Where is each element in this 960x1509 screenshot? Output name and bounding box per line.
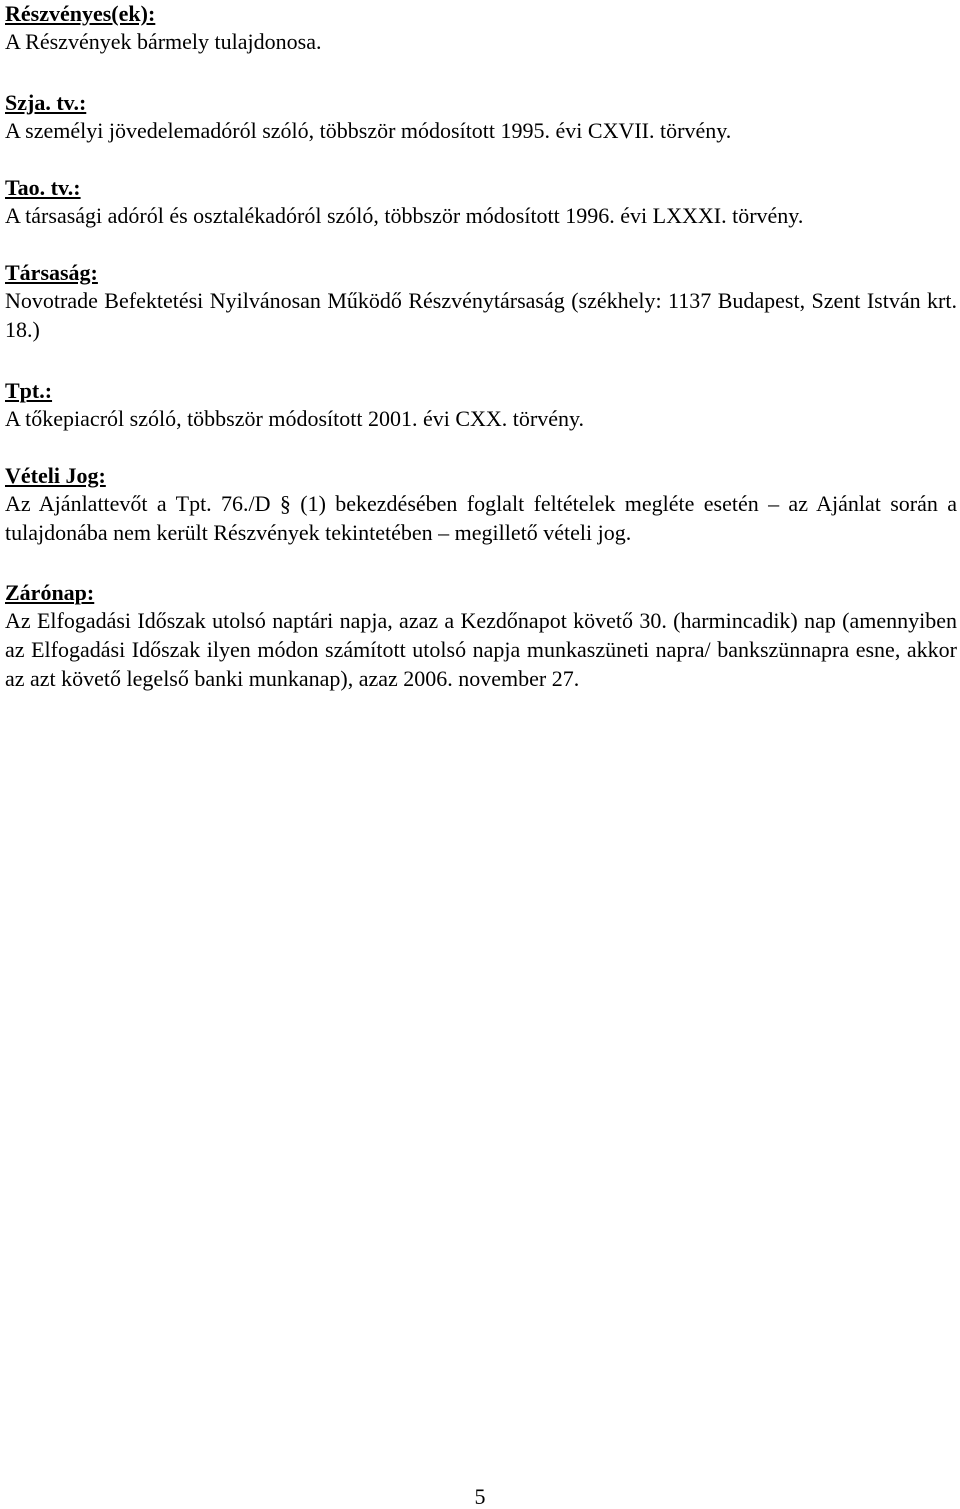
definition-text: A tőkepiacról szóló, többször módosított 2001. évi CXX. törvény.	[5, 406, 585, 431]
definition-tao-tv	[5, 174, 957, 230]
definition-text: A Részvények bármely tulajdonosa.	[5, 29, 322, 54]
definition-text: A társasági adóról és osztalékadóról szóló, többször módosított 1996. évi LXXXI. törvény.	[5, 203, 804, 228]
definition-szja-tv	[5, 89, 957, 145]
definition-term: Vételi Jog:	[5, 463, 106, 488]
definition-term: Tao. tv.:	[5, 175, 81, 200]
definition-term: Részvényes(ek):	[5, 1, 156, 26]
definition-term: Tpt.:	[5, 378, 53, 403]
definition-text: Novotrade Befektetési Nyilvánosan Működő Részvénytársaság (székhely: 1137 Budapest, Szent István krt. 18.)	[5, 288, 957, 342]
definition-tarsasag	[5, 259, 957, 344]
definition-term: Társaság:	[5, 260, 98, 285]
definition-term: Szja. tv.:	[5, 90, 87, 115]
definition-text: Az Elfogadási Időszak utolsó naptári napja, azaz a Kezdőnapot követő 30. (harmincadik) nap (amennyiben az Elfogadási Időszak ilyen módon számított utolsó napja munkaszüneti napra/ bankszünnapra esne, akkor az azt követő legelső banki munkanap), azaz 2006. november 27.	[5, 608, 957, 691]
definition-zaronap	[5, 579, 957, 693]
page-number: 5	[474, 1484, 486, 1509]
definition-tpt	[5, 377, 957, 433]
definition-text: Az Ajánlattevőt a Tpt. 76./D § (1) bekezdésében foglalt feltételek megléte esetén – az Ajánlat során a tulajdonába nem került Részvények tekintetében – megillető vételi jog.	[5, 491, 957, 545]
definition-reszvenyesek	[5, 0, 957, 56]
definition-term: Zárónap:	[5, 580, 95, 605]
definition-veteli-jog	[5, 462, 957, 547]
definition-text: A személyi jövedelemadóról szóló, többször módosított 1995. évi CXVII. törvény.	[5, 118, 732, 143]
